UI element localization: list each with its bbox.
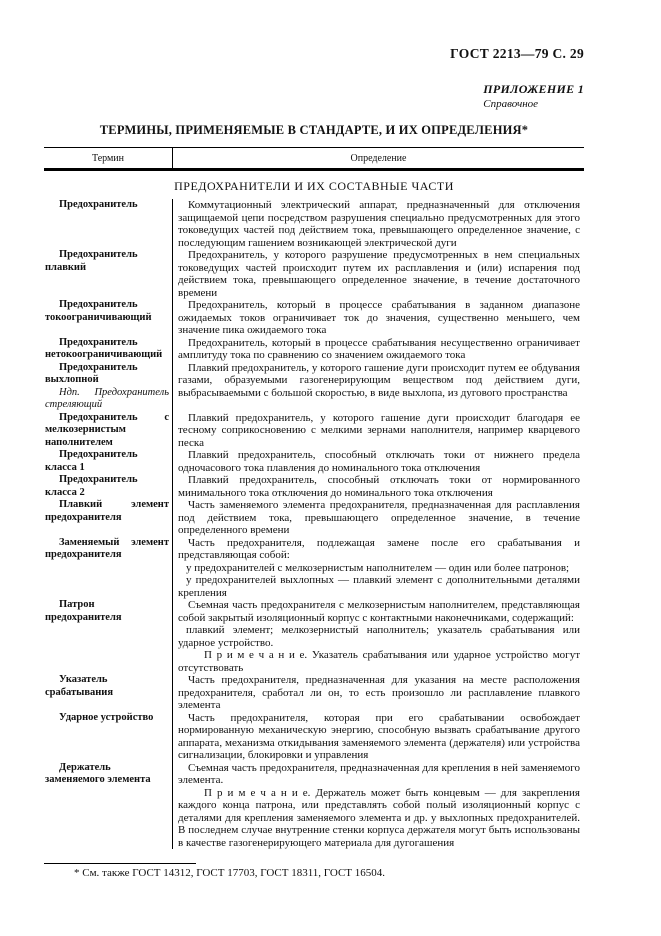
- definition-text: Съемная часть предохранителя, предназначенная для крепления в ней заменяемого элемента.: [178, 761, 580, 786]
- term-cell: [44, 712, 172, 762]
- table-body: [44, 199, 584, 849]
- section-heading: ПРЕДОХРАНИТЕЛИ И ИХ СОСТАВНЫЕ ЧАСТИ: [174, 179, 454, 193]
- definition-text: Плавкий предохранитель, у которого гашение дуги происходит путем ее обдувания газами, образуемыми газогенерирующим веществом под действием дуги, выбрасываемыми с большой скоростью, в виде выхлопа, из дугового пространства: [178, 361, 580, 399]
- term-text: Заменяемый элемент предохранителя: [45, 536, 169, 560]
- definition-text: Плавкий предохранитель, способный отключать токи от нормированного минимального тока отключения до номинального тока отключения: [178, 474, 580, 499]
- term-cell: [44, 299, 172, 337]
- table-row: [44, 537, 584, 600]
- table-row: [44, 362, 584, 412]
- table-row: [44, 762, 584, 850]
- footnote-rule: [44, 863, 196, 864]
- table-row: [44, 499, 584, 537]
- definition-text: Съемная часть предохранителя с мелкозернистым наполнителем, представляющая собой закрытый изоляционный корпус с контактными наконечниками, содержащий:: [178, 599, 580, 624]
- terms-table: [44, 147, 584, 849]
- term-cell: [44, 537, 172, 600]
- definition-cell: [172, 474, 584, 499]
- term-text: Указатель срабатывания: [45, 674, 114, 698]
- table-header-definition: Определение: [172, 148, 584, 168]
- definition-cell: [172, 537, 584, 600]
- definition-cell: [172, 249, 584, 299]
- definition-note: П р и м е ч а н и е. Указатель срабатывания или ударное устройство могут отсутствовать: [178, 649, 580, 674]
- definition-text: Часть заменяемого элемента предохранителя, предназначенная для расплавления под действием тока, превышающего определенное значение, в течение определенного времени: [178, 499, 580, 536]
- definition-text: Плавкий предохранитель, способный отключать токи от нижнего предела одночасового тока плавления до номинального тока отключения: [178, 449, 580, 474]
- definition-text: Предохранитель, который в процессе срабатывания несущественно ограничивает амплитуду тока по сравнению со значением ожидаемого тока: [178, 336, 580, 361]
- table-row: [44, 449, 584, 474]
- table-row: [44, 299, 584, 337]
- definition-text: Коммутационный электрический аппарат, предназначенный для отключения защищаемой цепи посредством разрушения специально предусмотренных для этого токоведущих частей под действием тока, превышающего определенное значение, с последующим гашением возникающей электрической дуги: [178, 199, 580, 249]
- term-text: Патрон предохранителя: [45, 599, 122, 623]
- table-row: [44, 337, 584, 362]
- term-cell: [44, 337, 172, 362]
- definition-note: П р и м е ч а н и е. Держатель может быть концевым — для закрепления каждого конца патрона, или представлять собой полый изоляционный корпус с деталями для крепления заменяемого элемента и др. у выхлопных предохранителей. В последнем случае внутренние стенки корпуса держателя могут быть использованы в качестве газогенерирующего материала для дугогашения: [178, 786, 580, 849]
- definition-text: Часть предохранителя, предназначенная для указания на месте расположения предохранителя, сработал ли он, то есть произошло ли расплавление плавкого элемента: [178, 674, 580, 711]
- footnote: [44, 863, 584, 879]
- table-row: [44, 412, 584, 450]
- definition-cell: [172, 762, 584, 850]
- definition-cell: [172, 599, 584, 674]
- term-cell: [44, 249, 172, 299]
- table-row: [44, 474, 584, 499]
- definition-cell: [172, 449, 584, 474]
- term-cell: [44, 412, 172, 450]
- term-cell: [44, 762, 172, 850]
- term-cell: [44, 449, 172, 474]
- definition-cell: [172, 299, 584, 337]
- appendix-kind: Справочное: [483, 98, 539, 110]
- term-text: Предохранитель нетокоограничивающий: [45, 336, 163, 360]
- definition-text: Часть предохранителя, подлежащая замене после его срабатывания и представляющая собой:: [178, 536, 580, 561]
- definition-cell: [172, 499, 584, 537]
- term-text: Предохранитель класса 2: [45, 474, 138, 498]
- definition-cell: [172, 412, 584, 450]
- table-row: [44, 674, 584, 712]
- term-cell: [44, 499, 172, 537]
- term-cell: [44, 199, 172, 249]
- definition-text: Предохранитель, у которого разрушение предусмотренных в нем специальных токоведущих частей происходит путем их расплавления и (или) испарения под действием тока, превышающего определенное значение, в течение достаточного времени: [178, 249, 580, 299]
- term-text: Плавкий элемент предохранителя: [45, 499, 169, 523]
- definition-cell: [172, 199, 584, 249]
- term-cell: [44, 674, 172, 712]
- table-header-term: Термин: [91, 153, 125, 164]
- page-title: ТЕРМИНЫ, ПРИМЕНЯЕМЫЕ В СТАНДАРТЕ, И ИХ ОПРЕДЕЛЕНИЯ*: [99, 123, 529, 137]
- appendix-label: ПРИЛОЖЕНИЕ 1: [483, 82, 584, 96]
- definition-cell: [172, 362, 584, 412]
- term-text: Предохранитель плавкий: [45, 249, 138, 273]
- definition-cell: [172, 674, 584, 712]
- term-text: Ударное устройство: [59, 711, 154, 723]
- term-text: Предохранитель токоограничивающий: [45, 299, 152, 323]
- term-text: Предохранитель с мелкозернистым наполнителем: [45, 411, 169, 448]
- definition-subitem: у предохранителей выхлопных — плавкий элемент с дополнительными деталями крепления: [178, 574, 580, 599]
- term-text: Предохранитель: [59, 199, 138, 210]
- definition-text: Плавкий предохранитель, у которого гашение дуги происходит благодаря ее тесному соприкосновению с мелкими зернами наполнителя, например кварцевого песка: [178, 411, 580, 449]
- doc-ref: ГОСТ 2213—79 С. 29: [450, 46, 584, 61]
- term-cell: [44, 599, 172, 674]
- definition-subitem: у предохранителей с мелкозернистым наполнителем — один или более патронов;: [186, 561, 570, 574]
- table-row: [44, 199, 584, 249]
- term-text: Держатель заменяемого элемента: [45, 761, 151, 785]
- term-cell: [44, 474, 172, 499]
- ndp-term-text: Ндп. Предохранитель стреляющий: [45, 386, 169, 410]
- footnote-text: * См. также ГОСТ 14312, ГОСТ 17703, ГОСТ 18311, ГОСТ 16504.: [74, 867, 386, 879]
- definition-cell: [172, 337, 584, 362]
- table-row: [44, 599, 584, 674]
- definition-cell: [172, 712, 584, 762]
- definition-subitem: плавкий элемент; мелкозернистый наполнитель; указатель срабатывания или ударное устройство.: [178, 624, 580, 649]
- term-text: Предохранитель класса 1: [45, 449, 138, 473]
- table-row: [44, 249, 584, 299]
- definition-text: Предохранитель, который в процессе срабатывания в заданном диапазоне ожидаемых токов ограничивает ток до значения, существенно меньшего, чем значение пика ожидаемого тока: [178, 299, 580, 336]
- table-header-row: [44, 148, 584, 171]
- definition-text: Часть предохранителя, которая при его срабатывании освобождает нормированную механическую энергию, способную вызвать срабатывание другого аппарата, механизма откидывания заменяемого элемента (держателя) или устройства сигнализации, блокировки и управления: [178, 711, 580, 761]
- table-row: [44, 712, 584, 762]
- appendix-block: [44, 82, 584, 110]
- term-text: Предохранитель выхлопной: [45, 361, 138, 385]
- term-cell: [44, 362, 172, 412]
